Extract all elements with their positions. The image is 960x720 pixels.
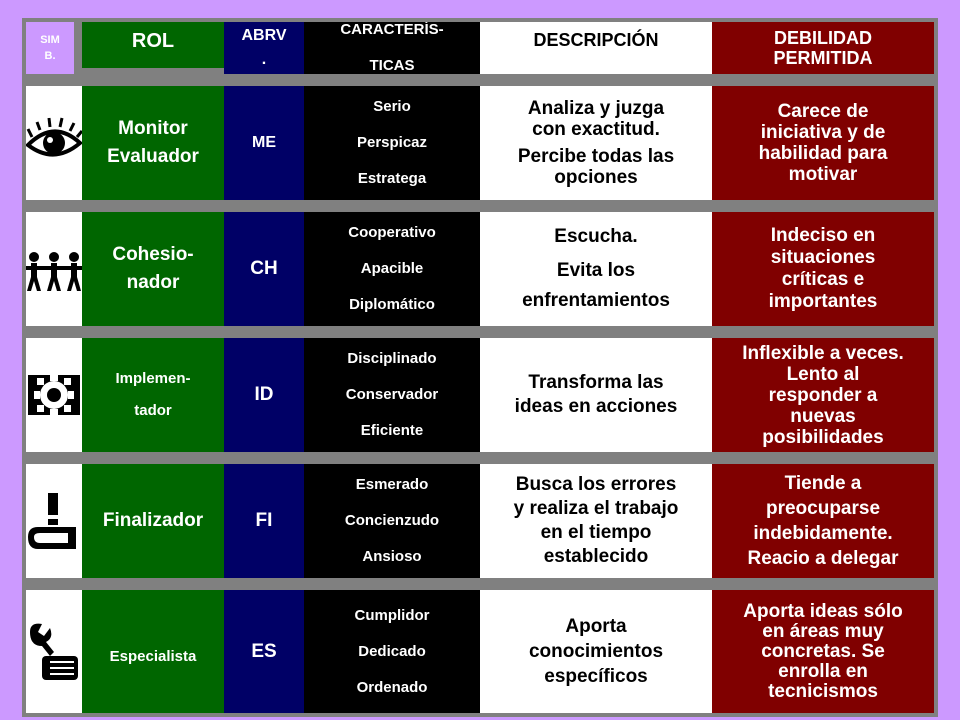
desc-line: Aporta	[565, 616, 627, 637]
row-descripcion	[480, 86, 712, 200]
weak-line: críticas e	[781, 269, 865, 290]
row-rol	[82, 212, 224, 326]
trait: Estratega	[357, 170, 427, 187]
trait: Serio	[373, 98, 411, 115]
row-abrv	[224, 86, 304, 200]
header-sim-line: SIM	[40, 34, 60, 46]
desc-line: con exactitud.	[532, 119, 660, 140]
weak-line: indebidamente.	[753, 523, 893, 544]
desc-line: Transforma las	[528, 372, 664, 393]
header-descripcion-label: DESCRIPCIÓN	[533, 30, 659, 50]
eye-icon	[26, 113, 82, 173]
role-row-monitor-evaluador	[22, 86, 938, 200]
weak-line: Indeciso en	[770, 225, 876, 246]
row-descripcion	[480, 212, 712, 326]
row-descripcion	[480, 464, 712, 578]
row-abrv	[224, 464, 304, 578]
trait: Apacible	[360, 260, 424, 277]
row-rol	[82, 338, 224, 452]
weak-line: habilidad para	[758, 143, 888, 164]
rol-line: nador	[126, 272, 180, 293]
weak-line: situaciones	[770, 247, 876, 268]
desc-line: y realiza el trabajo	[513, 498, 679, 519]
trait: Cumplidor	[354, 606, 430, 624]
row-caracteristicas	[304, 338, 480, 452]
desc-line: Busca los errores	[515, 474, 677, 495]
gear-icon	[26, 365, 82, 425]
row-symbol	[26, 464, 82, 578]
trait: Disciplinado	[347, 350, 437, 367]
weak-line: nuevas	[790, 405, 856, 427]
row-symbol	[26, 338, 82, 452]
weak-line: preocuparse	[765, 498, 881, 519]
row-debilidad	[712, 212, 934, 326]
rol-line: Monitor	[118, 118, 188, 139]
row-descripcion	[480, 338, 712, 452]
trait: Diplomático	[349, 296, 435, 313]
header-car-line: TICAS	[369, 57, 415, 74]
row-caracteristicas	[304, 212, 480, 326]
weak-line: Aporta ideas sólo	[743, 600, 903, 622]
trait: Conservador	[345, 386, 439, 403]
desc-line: Analiza y juzga	[527, 98, 665, 119]
abrv-label: ME	[252, 134, 276, 151]
weak-line: concretas. Se	[761, 640, 885, 662]
rol-line: tador	[134, 402, 172, 419]
row-symbol	[26, 590, 82, 713]
desc-line: Escucha.	[554, 226, 638, 247]
row-debilidad	[712, 590, 934, 713]
desc-line: en el tiempo	[540, 522, 652, 543]
role-row-finalizador	[22, 464, 938, 578]
weak-line: importantes	[768, 291, 878, 312]
header-sim-line: B.	[44, 50, 56, 62]
trait: Esmerado	[355, 476, 429, 493]
trait: Perspicaz	[356, 134, 428, 151]
rol-line: Evaluador	[107, 146, 199, 167]
weak-line: Carece de	[777, 101, 869, 122]
trait: Eficiente	[360, 422, 424, 439]
abrv-label: ID	[254, 384, 274, 405]
header-abrv-line: ABRV	[241, 27, 287, 44]
desc-line: específicos	[544, 666, 648, 687]
desc-line: enfrentamientos	[522, 290, 670, 311]
weak-line: tecnicismos	[768, 680, 878, 702]
row-caracteristicas	[304, 464, 480, 578]
role-row-implementador	[22, 338, 938, 452]
role-row-cohesionador	[22, 212, 938, 326]
trait: Dedicado	[358, 642, 426, 660]
abrv-label: FI	[255, 510, 273, 531]
desc-line: conocimientos	[528, 641, 664, 662]
trait: Concienzudo	[344, 512, 440, 529]
row-debilidad	[712, 86, 934, 200]
row-debilidad	[712, 338, 934, 452]
row-symbol	[26, 86, 82, 200]
abrv-label: ES	[251, 640, 277, 662]
role-row-especialista	[22, 590, 938, 713]
rol-line: Implemen-	[115, 370, 191, 387]
row-descripcion	[480, 590, 712, 713]
row-debilidad	[712, 464, 934, 578]
row-caracteristicas	[304, 590, 480, 713]
desc-line: Evita los	[556, 260, 636, 281]
rol-line: Cohesio-	[112, 244, 194, 265]
row-rol	[82, 86, 224, 200]
desc-line: establecido	[543, 546, 649, 567]
weak-line: Reacio a delegar	[747, 548, 899, 569]
roles-table	[22, 18, 938, 717]
row-rol	[82, 590, 224, 713]
header-debilidad	[712, 22, 934, 74]
trait: Cooperativo	[348, 224, 436, 241]
header-abrv	[224, 22, 304, 74]
rol-line: Finalizador	[102, 510, 204, 531]
row-abrv	[224, 338, 304, 452]
abrv-label: CH	[250, 258, 278, 279]
header-caracteristicas	[304, 22, 480, 74]
weak-line: motivar	[788, 164, 858, 185]
desc-line: Percibe todas las	[517, 146, 675, 167]
wrench-hand-icon	[26, 622, 82, 682]
header-car-line: CARACTERÍS-	[340, 22, 444, 38]
row-abrv	[224, 590, 304, 713]
row-abrv	[224, 212, 304, 326]
weak-line: iniciativa y de	[760, 122, 886, 143]
desc-line: ideas en acciones	[514, 396, 678, 417]
weak-line: en áreas muy	[762, 620, 884, 642]
trait: Ansioso	[362, 548, 422, 565]
weak-line: Inflexible a veces.	[742, 342, 904, 364]
header-descripcion	[480, 22, 712, 74]
header-sim	[26, 22, 74, 74]
row-caracteristicas	[304, 86, 480, 200]
desc-line: opciones	[554, 167, 638, 188]
header-row	[22, 22, 938, 74]
header-rol-label: ROL	[131, 30, 175, 52]
header-deb-line: DEBILIDAD	[774, 28, 872, 48]
row-symbol	[26, 212, 82, 326]
exclamation-icon	[26, 491, 82, 551]
rol-line: Especialista	[109, 648, 197, 665]
weak-line: enrolla en	[778, 660, 868, 682]
weak-line: posibilidades	[762, 426, 884, 448]
row-rol	[82, 464, 224, 578]
header-abrv-line: .	[261, 51, 267, 68]
weak-line: Lento al	[786, 363, 860, 385]
header-rol	[82, 22, 224, 68]
trait: Ordenado	[356, 678, 428, 696]
weak-line: responder a	[768, 384, 878, 406]
header-deb-line: PERMITIDA	[773, 48, 873, 68]
weak-line: Tiende a	[784, 473, 862, 494]
people-chain-icon	[26, 239, 82, 299]
